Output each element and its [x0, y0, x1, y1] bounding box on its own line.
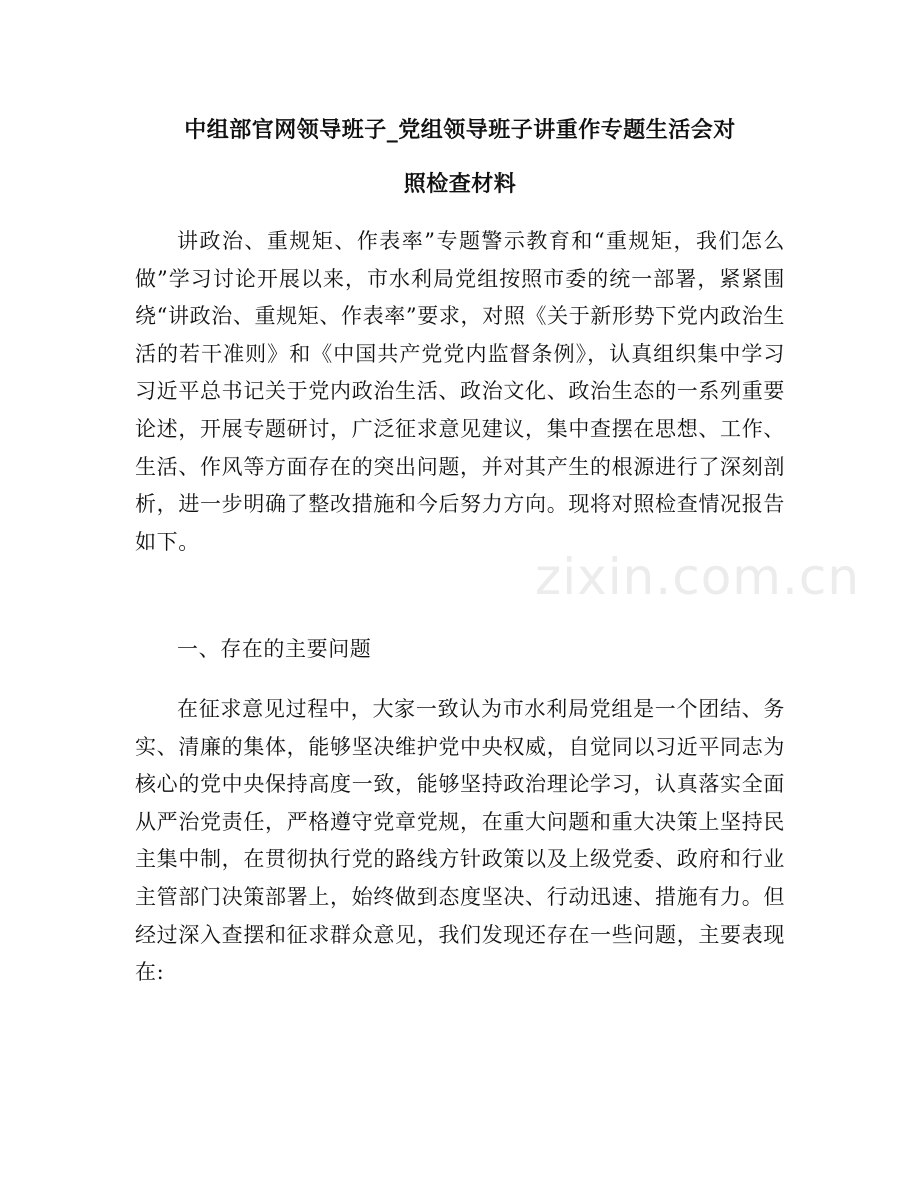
- body-paragraph: 在征求意见过程中，大家一致认为市水利局党组是一个团结、务实、清廉的集体，能够坚决维护党中央权威，自觉同以习近平同志为核心的党中央保持高度一致，能够坚持政治理论学习，认真落实全面从严治党责任，严格遵守党章党规，在重大问题和重大决策上坚持民主集中制，在贯彻执行党的路线方针政策以及上级党委、政府和行业主管部门决策部署上，始终做到态度坚决、行动迅速、措施有力。但经过深入查摆和征求群众意见，我们发现还存在一些问题，主要表现在:: [135, 697, 785, 985]
- watermark: zixin.com.cn: [535, 548, 861, 606]
- document-title-line2: 照检查材料: [403, 171, 517, 197]
- intro-paragraph: 讲政治、重规矩、作表率”专题警示教育和“重规矩，我们怎么做”学习讨论开展以来，市水利局党组按照市委的统一部署，紧紧围绕“讲政治、重规矩、作表率”要求，对照《关于新形势下党内政治生活的若干准则》和《中国共产党党内监督条例》，认真组织集中学习习近平总书记关于党内政治生活、政治文化、政治生态的一系列重要论述，开展专题研讨，广泛征求意见建议，集中查摆在思想、工作、生活、作风等方面存在的突出问题，并对其产生的根源进行了深刻剖析，进一步明确了整改措施和今后努力方向。现将对照检查情况报告如下。: [135, 229, 785, 554]
- section-heading: 一、存在的主要问题: [177, 637, 372, 661]
- document-title-line1: 中组部官网领导班子_党组领导班子讲重作专题生活会对: [184, 117, 736, 143]
